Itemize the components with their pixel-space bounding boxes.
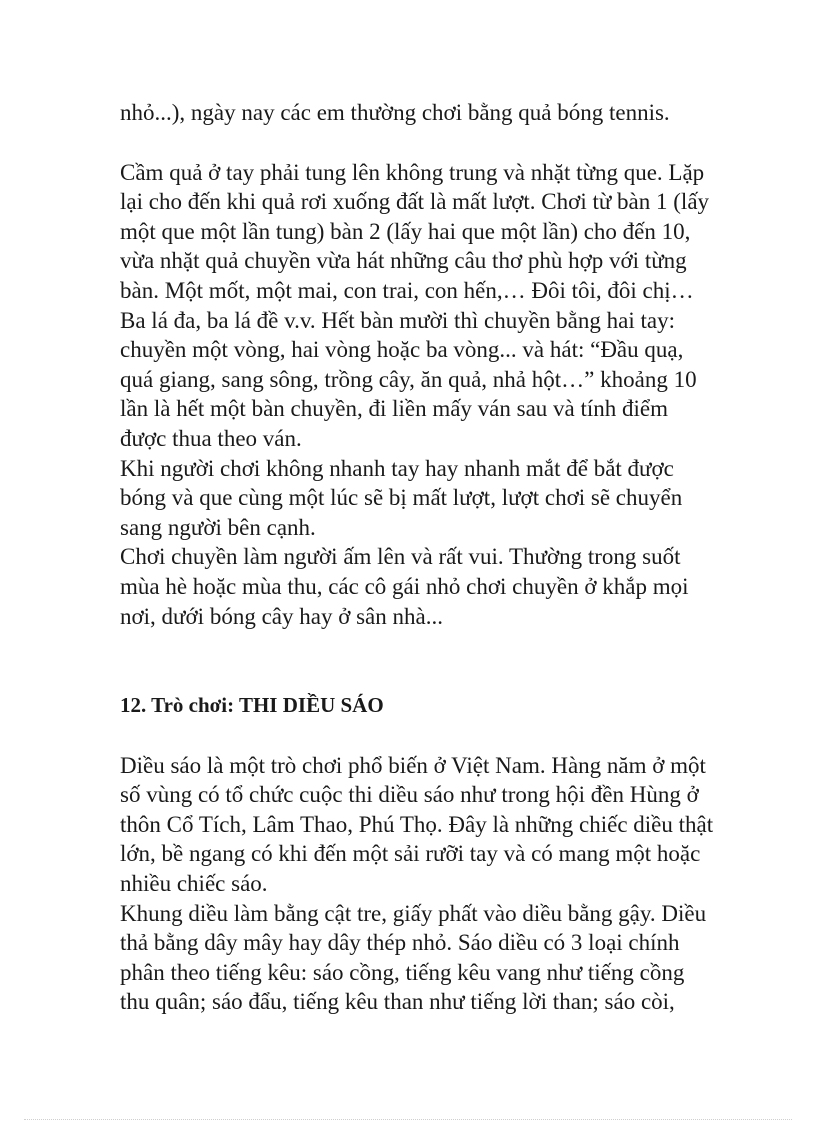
text-line: bàn. Một mốt, một mai, con trai, con hến,… Đôi tôi, đôi chị…: [120, 277, 694, 303]
text-line: Khi người chơi không nhanh tay hay nhanh mắt để bắt được: [120, 455, 674, 481]
text-line: nhiều chiếc sáo.: [120, 871, 268, 897]
document-body: [120, 98, 760, 1017]
text-line: Cầm quả ở tay phải tung lên không trung và nhặt từng que. Lặp: [120, 159, 705, 185]
section-spacer: [120, 631, 760, 691]
paragraph-spacer: [120, 128, 760, 158]
text-line: Khung diều làm bằng cật tre, giấy phất vào diều bằng gậy. Diều: [120, 900, 707, 926]
text-line: thôn Cổ Tích, Lâm Thao, Phú Thọ. Đây là những chiếc diều thật: [120, 811, 714, 837]
text-line: mùa hè hoặc mùa thu, các cô gái nhỏ chơi chuyền ở khắp mọi: [120, 573, 689, 599]
paragraph-fun: [120, 542, 760, 631]
text-line: quá giang, sang sông, trồng cây, ăn quả, nhả hột…” khoảng 10: [120, 366, 697, 392]
text-line: lớn, bề ngang có khi đến một sải rưỡi tay và có mang một hoặc: [120, 841, 701, 867]
text-line: lần là hết một bàn chuyền, đi liền mấy ván sau và tính điểm: [120, 396, 669, 422]
text-line: chuyền một vòng, hai vòng hoặc ba vòng... và hát: “Đầu quạ,: [120, 337, 684, 363]
text-line: Diều sáo là một trò chơi phổ biến ở Việt Nam. Hàng năm ở một: [120, 752, 706, 778]
text-line: nơi, dưới bóng cây hay ở sân nhà...: [120, 603, 443, 629]
text-line: được thua theo ván.: [120, 425, 302, 451]
intro-line: nhỏ...), ngày nay các em thường chơi bằng quả bóng tennis.: [120, 100, 670, 125]
paragraph-play-rules: [120, 158, 760, 454]
text-line: Ba lá đa, ba lá đề v.v. Hết bàn mười thì chuyền bằng hai tay:: [120, 307, 675, 333]
text-line: thả bằng dây mây hay dây thép nhỏ. Sáo diều có 3 loại chính: [120, 930, 680, 956]
text-line: Chơi chuyền làm người ấm lên và rất vui. Thường trong suốt: [120, 544, 681, 570]
text-line: bóng và que cùng một lúc sẽ bị mất lượt, lượt chơi sẽ chuyển: [120, 485, 683, 511]
text-line: số vùng có tổ chức cuộc thi diều sáo như trong hội đền Hùng ở: [120, 782, 699, 808]
paragraph-kite-intro: [120, 751, 760, 899]
section-heading: 12. Trò chơi: THI DIỀU SÁO: [120, 693, 384, 718]
paragraph-spacer: [120, 721, 760, 751]
text-line: phân theo tiếng kêu: sáo cồng, tiếng kêu vang như tiếng cồng: [120, 959, 685, 985]
text-line: thu quân; sáo đẩu, tiếng kêu than như tiếng lời than; sáo còi,: [120, 989, 675, 1015]
paragraph-kite-frame: [120, 899, 760, 1017]
text-line: một que một lần tung) bàn 2 (lấy hai que một lần) cho đến 10,: [120, 218, 691, 244]
text-line: lại cho đến khi quả rơi xuống đất là mất lượt. Chơi từ bàn 1 (lấy: [120, 189, 710, 215]
text-line: vừa nhặt quả chuyền vừa hát những câu thơ phù hợp với từng: [120, 248, 687, 274]
paragraph-lose-turn: [120, 454, 760, 543]
page-bottom-divider: [24, 1119, 792, 1120]
text-line: sang người bên cạnh.: [120, 514, 316, 540]
